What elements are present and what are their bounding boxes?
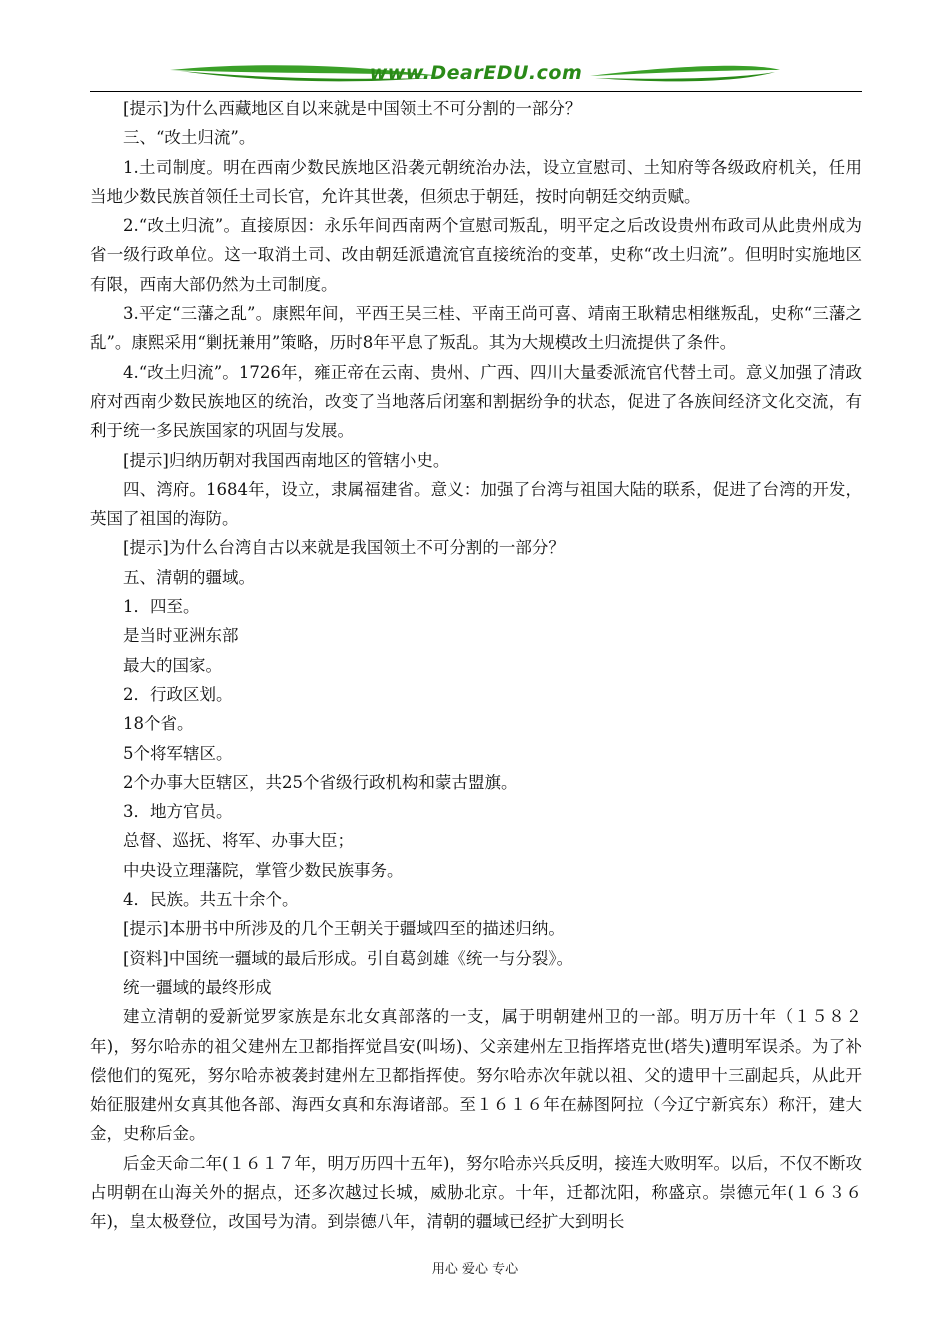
- paragraph: 四、湾府。1684年，设立，隶属福建省。意义：加强了台湾与祖国大陆的联系，促进了台湾的开发，英国了祖国的海防。: [90, 479, 862, 529]
- paragraph: 三、“改土归流”。: [123, 128, 256, 148]
- paragraph: 3.平定“三藩之乱”。康熙年间，平西王吴三桂、平南王尚可喜、靖南王耿精忠相继叛乱，史称“三藩之乱”。康熙采用“剿抚兼用”策略，历时8年平息了叛乱。其为大规模改土归流提供了条件。: [90, 304, 862, 353]
- document-body: [90, 94, 862, 1237]
- page-footer: 用心 爱心 专心: [431, 1262, 519, 1277]
- paragraph: 5个将军辖区。: [123, 743, 233, 763]
- paragraph: 2.“改土归流”。直接原因：永乐年间西南两个宣慰司叛乱，明平定之后改设贵州布政司从此贵州成为省一级行政单位。这一取消土司、改由朝廷派遣流官直接统治的变革，史称“改土归流”。但明时实施地区有限，西南大部仍然为土司制度。: [90, 216, 862, 294]
- paragraph: [提示]本册书中所涉及的几个王朝关于疆域四至的描述归纳。: [123, 919, 565, 939]
- paragraph: 18个省。: [123, 714, 194, 734]
- paragraph: 4.“改土归流”。1726年，雍正帝在云南、贵州、广西、四川大量委派流官代替土司。意义加强了清政府对西南少数民族地区的统治，改变了当地落后闭塞和割据纷争的状态，促进了各族间经济文化交流，有利于统一多民族国家的巩固与发展。: [90, 362, 862, 441]
- paragraph: 最大的国家。: [123, 655, 222, 675]
- paragraph: 是当时亚洲东部: [123, 626, 239, 646]
- paragraph: [资料]中国统一疆域的最后形成。引自葛剑雄《统一与分裂》。: [123, 948, 574, 968]
- paragraph: 2个办事大臣辖区，共25个省级行政机构和蒙古盟旗。: [123, 772, 518, 792]
- paragraph: [提示]归纳历朝对我国西南地区的管辖小史。: [123, 450, 450, 470]
- paragraph: 统一疆域的最终形成: [123, 977, 272, 997]
- paragraph: 五、清朝的疆域。: [123, 567, 255, 587]
- paragraph: [提示]为什么西藏地区自以来就是中国领土不可分割的一部分？: [123, 99, 582, 118]
- paragraph: 建立清朝的爱新觉罗家族是东北女真部落的一支，属于明朝建州卫的一部。明万历十年（１５８２年)，努尔哈赤的祖父建州左卫都指挥觉昌安(叫场)、父亲建州左卫指挥塔克世(塔失)遭明军误杀。为了补偿他们的冤死，努尔哈赤被袭封建州左卫都指挥使。努尔哈赤次年就以祖、父的遗甲十三副起兵，从此开始征服建州女真其他各部、海西女真和东海诸部。至１６１６年在赫图阿拉（今辽宁新宾东）称汗，建大金，史称后金。: [90, 1007, 862, 1144]
- header-banner: [90, 58, 862, 92]
- site-url: www.DearEDU.com: [369, 62, 583, 84]
- paragraph: 4．民族。共五十余个。: [123, 890, 299, 910]
- paragraph: 中央设立理藩院，掌管少数民族事务。: [123, 860, 404, 880]
- paragraph: 后金天命二年(１６１７年，明万历四十五年)，努尔哈赤兴兵反明，接连大败明军。以后，不仅不断攻占明朝在山海关外的据点，还多次越过长城，威胁北京。十年，迁都沈阳，称盛京。崇德元年(１６３６年)，皇太极登位，改国号为清。到崇德八年，清朝的疆域已经扩大到明长: [90, 1153, 862, 1232]
- paragraph: [提示]为什么台湾自古以来就是我国领土不可分割的一部分？: [123, 538, 565, 558]
- paragraph: 3．地方官员。: [123, 802, 233, 822]
- paragraph: 2．行政区划。: [123, 684, 233, 704]
- paragraph: 1．四至。: [123, 597, 200, 617]
- paragraph: 1.土司制度。明在西南少数民族地区沿袭元朝统治办法，设立宣慰司、土知府等各级政府机关，任用当地少数民族首领任土司长官，允许其世袭，但须忠于朝廷，按时向朝廷交纳贡赋。: [90, 157, 862, 206]
- header-rule: [90, 91, 862, 92]
- paragraph: 总督、巡抚、将军、办事大臣；: [123, 831, 354, 851]
